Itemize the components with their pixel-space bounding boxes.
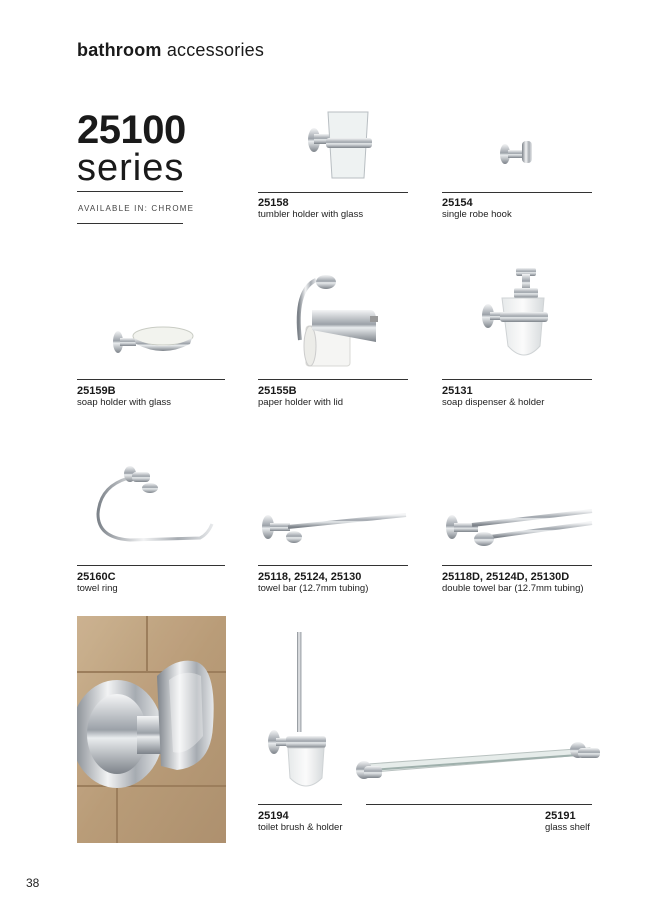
product-code: 25158: [258, 197, 289, 209]
product-code: 25155B: [258, 385, 297, 397]
robe-hook-image: [498, 138, 538, 168]
series-rule-bottom: [77, 223, 183, 224]
tumbler-holder-image: [300, 104, 380, 184]
section-header: [77, 40, 264, 61]
product-code: 25160C: [77, 571, 116, 583]
towel-bar-image: [258, 505, 410, 549]
product-code: 25194: [258, 810, 289, 822]
rule-25158: [258, 192, 408, 193]
series-rule-top: [77, 191, 183, 192]
double-towel-bar-image: [442, 505, 594, 555]
product-desc: single robe hook: [442, 209, 512, 220]
rule-25131: [442, 379, 592, 380]
rule-25160C: [77, 565, 225, 566]
towel-ring-image: [90, 462, 220, 552]
product-desc: double towel bar (12.7mm tubing): [442, 583, 584, 594]
product-code: 25118, 25124, 25130: [258, 571, 362, 583]
soap-dispenser-image: [478, 264, 548, 374]
glass-shelf-image: [352, 736, 604, 792]
product-desc: towel ring: [77, 583, 118, 594]
rule-25194: [258, 804, 342, 805]
paper-holder-image: [286, 270, 386, 370]
product-desc: tumbler holder with glass: [258, 209, 364, 220]
rule-25155B: [258, 379, 408, 380]
product-code: 25118D, 25124D, 25130D: [442, 571, 570, 583]
rule-25191: [366, 804, 592, 805]
soap-holder-image: [108, 320, 198, 360]
rule-25159B: [77, 379, 225, 380]
product-code: 25131: [442, 385, 473, 397]
product-code: 25191: [545, 810, 576, 822]
header-bold: bathroom: [77, 40, 162, 60]
product-code: 25154: [442, 197, 473, 209]
product-desc: paper holder with lid: [258, 397, 344, 408]
header-light: accessories: [166, 40, 265, 60]
product-code: 25159B: [77, 385, 116, 397]
series-word: series: [77, 147, 185, 189]
availability-note: AVAILABLE IN: CHROME: [78, 204, 195, 213]
toilet-brush-image: [264, 632, 334, 794]
product-desc: toilet brush & holder: [258, 822, 343, 833]
product-desc: towel bar (12.7mm tubing): [258, 583, 369, 594]
rule-25118: [258, 565, 408, 566]
rule-25154: [442, 192, 592, 193]
product-desc: glass shelf: [545, 822, 590, 833]
lifestyle-photo: [77, 616, 226, 843]
product-desc: soap holder with glass: [77, 397, 171, 408]
product-desc: soap dispenser & holder: [442, 397, 545, 408]
series-number: 25100: [77, 108, 186, 152]
rule-25118D: [442, 565, 592, 566]
page-number: 38: [26, 876, 40, 890]
